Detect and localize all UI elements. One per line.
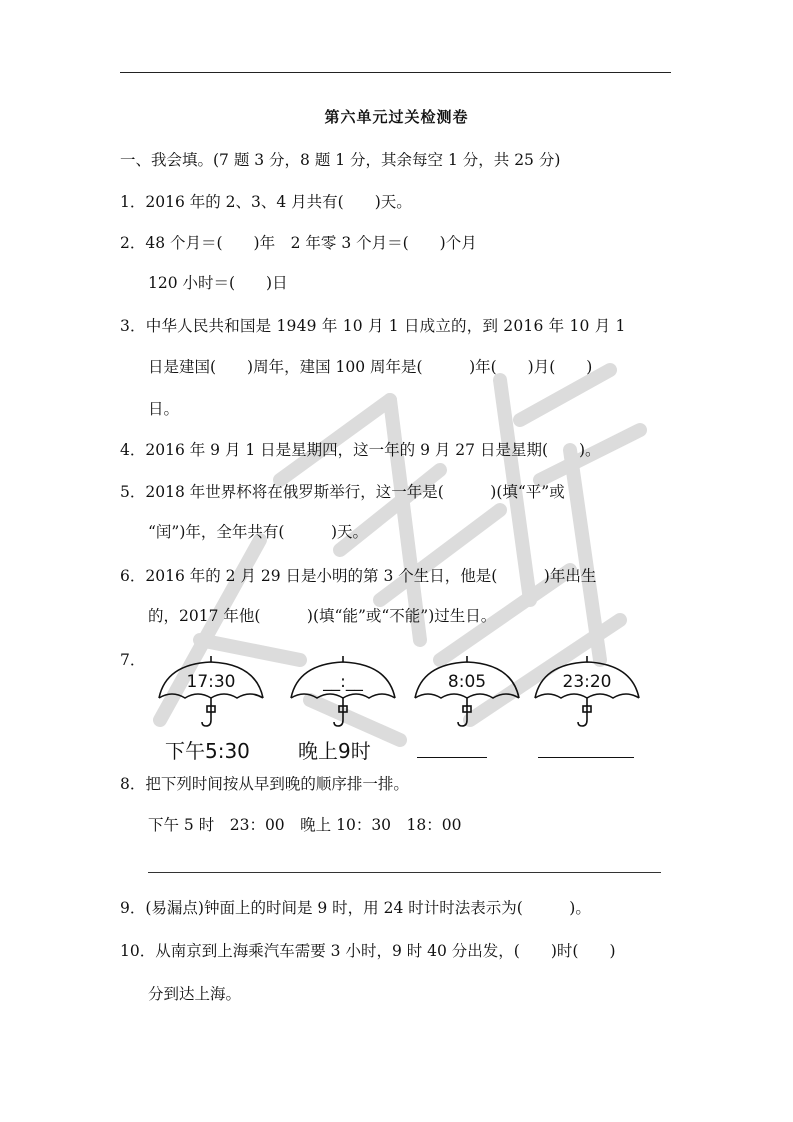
umbrella-icon xyxy=(412,654,522,732)
page-title: 第六单元过关检测卷 xyxy=(324,108,469,126)
question-2-line-1: 2．48 个月＝( )年 2 年零 3 个月＝( )个月 xyxy=(120,234,477,252)
question-2-line-2: 120 小时＝( )日 xyxy=(148,274,288,292)
question-9: 9．(易漏点)钟面上的时间是 9 时，用 24 时计时法表示为( )。 xyxy=(120,899,591,917)
umbrella-2 xyxy=(288,654,398,732)
section-heading: 一、我会填。(7 题 3 分，8 题 1 分，其余每空 1 分，共 25 分) xyxy=(120,151,561,169)
umbrella-icon xyxy=(532,654,642,732)
question-6-line-1: 6．2016 年的 2 月 29 日是小明的第 3 个生日，他是( )年出生 xyxy=(120,567,597,585)
umbrella-time: 17:30 xyxy=(186,672,236,692)
umbrella-2-label: 晚上9时 xyxy=(298,739,371,763)
question-7-number: 7． xyxy=(120,651,146,669)
question-6-line-2: 的，2017 年他( )(填“能”或“不能”)过生日。 xyxy=(148,607,497,625)
umbrella-1-label: 下午5:30 xyxy=(165,739,250,763)
umbrella-icon xyxy=(156,654,266,732)
question-4: 4．2016 年 9 月 1 日是星期四，这一年的 9 月 27 日是星期( )。 xyxy=(120,441,601,459)
umbrella-icon xyxy=(288,654,398,732)
umbrella-time: 23:20 xyxy=(562,672,612,692)
question-8: 8．把下列时间按从早到晚的顺序排一排。 xyxy=(120,775,409,793)
question-3-line-3: 日。 xyxy=(148,400,180,418)
question-10-line-2: 分到达上海。 xyxy=(148,985,242,1003)
umbrella-3 xyxy=(412,654,522,732)
top-rule xyxy=(120,72,671,73)
umbrella-time-blank: __:__ xyxy=(323,672,363,692)
umbrella-time: 8:05 xyxy=(447,672,487,692)
umbrella-1 xyxy=(156,654,266,732)
answer-line-8[interactable] xyxy=(148,872,661,873)
question-5-line-2: “闰”)年，全年共有( )天。 xyxy=(148,523,368,541)
question-3-line-2: 日是建国( )周年，建国 100 周年是( )年( )月( ) xyxy=(148,358,593,376)
question-8-times: 下午 5 时 23：00 晚上 10：30 18：00 xyxy=(148,816,462,834)
question-5-line-1: 5．2018 年世界杯将在俄罗斯举行，这一年是( )(填“平”或 xyxy=(120,483,565,501)
question-3-line-1: 3．中华人民共和国是 1949 年 10 月 1 日成立的，到 2016 年 10 月 1 xyxy=(120,317,626,335)
question-1: 1．2016 年的 2、3、4 月共有( )天。 xyxy=(120,193,412,211)
umbrella-4 xyxy=(532,654,642,732)
answer-blank-4[interactable] xyxy=(538,757,634,758)
question-10-line-1: 10．从南京到上海乘汽车需要 3 小时，9 时 40 分出发，( )时( ) xyxy=(120,942,616,960)
answer-blank-3[interactable] xyxy=(417,757,487,758)
